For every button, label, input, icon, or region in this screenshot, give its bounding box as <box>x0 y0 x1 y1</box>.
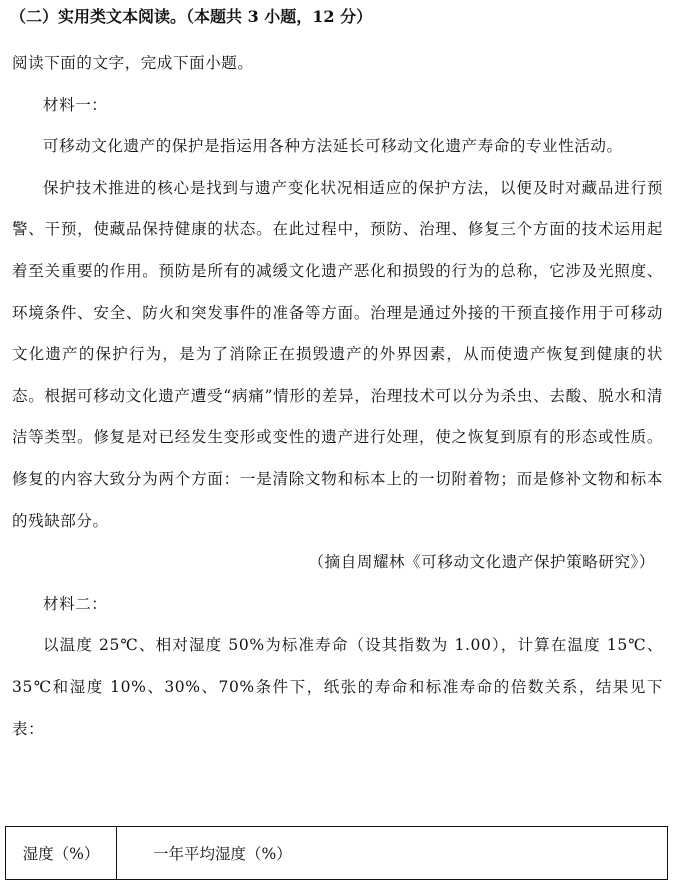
material1-source: （摘自周耀林《可移动文化遗产保护策略研究》） <box>308 553 655 572</box>
header-avg-humidity: 一年平均湿度（%） <box>117 827 668 880</box>
material2-label: 材料二： <box>43 594 108 613</box>
material2-paragraph: 以温度 25℃、相对湿度 50%为标准寿命（设其指数为 1.00），计算在温度 15℃、35℃和湿度 10%、30%、70%条件下，纸张的寿命和标准寿命的倍数关系，结果见下表： <box>12 636 663 738</box>
paper-lifespan-table <box>5 826 668 880</box>
instruction-text: 阅读下面的文字，完成下面小题。 <box>12 54 254 72</box>
material1-paragraph-2: 保护技术推进的核心是找到与遗产变化状况相适应的保护方法，以便及时对藏品进行预警、干预，使藏品保持健康的状态。在此过程中，预防、治理、修复三个方面的技术运用起着至关重要的作用。预防是所有的减缓文化遗产恶化和损毁的行为的总称，它涉及光照度、环境条件、安全、防火和突发事件的准备等方面。治理是通过外接的干预直接作用于可移动文化遗产的保护行为，是为了消除正在损毁遗产的外界因素，从而使遗产恢复到健康的状态。根据可移动文化遗产遭受“病痛”情形的差异，治理技术可以分为杀虫、去酸、脱水和清洁等类型。修复是对已经发生变形或变性的遗产进行处理，使之恢复到原有的形态或性质。修复的内容大致分为两个方面：一是清除文物和标本上的一切附着物；而是修补文物和标本的残缺部分。 <box>12 178 663 530</box>
material1-paragraph-1: 可移动文化遗产的保护是指运用各种方法延长可移动文化遗产寿命的专业性活动。 <box>43 137 623 156</box>
table-header-row <box>6 827 668 880</box>
material1-label: 材料一： <box>43 95 108 114</box>
section-title: （二）实用类文本阅读。（本题共 3 小题，12 分） <box>10 7 373 26</box>
header-humidity: 湿度（%） <box>6 827 117 880</box>
reading-passage <box>12 43 663 750</box>
